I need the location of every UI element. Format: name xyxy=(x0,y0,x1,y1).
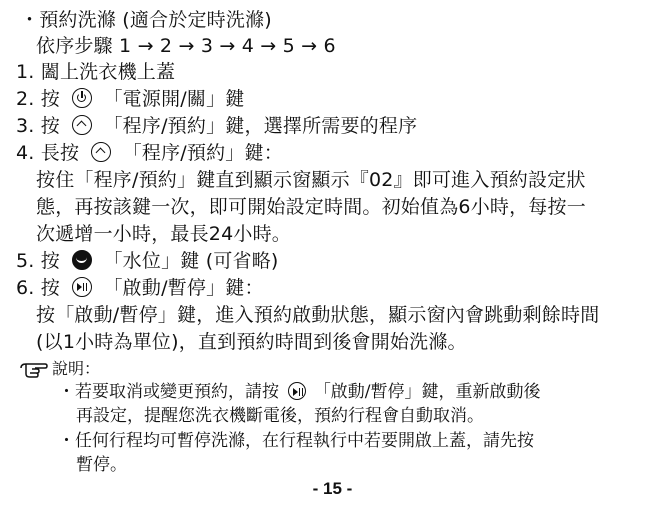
step-1 xyxy=(16,59,175,85)
step-6-detail-line: (以1小時為單位)，直到預約時間到後會開始洗滌。 xyxy=(36,331,467,353)
water-level-icon xyxy=(72,250,92,270)
step-prefix: 按 xyxy=(40,88,60,110)
note-text: ・若要取消或變更預約，請按 xyxy=(58,382,279,402)
step-4-detail-line: 態，再按該鍵一次，即可開始設定時間。初始值為6小時，每按一 xyxy=(36,196,586,218)
step-prefix: 按 xyxy=(40,115,60,137)
step-number: 1. xyxy=(16,61,35,83)
step-number: 5. xyxy=(16,250,35,272)
step-text: 「電源開/關」鍵 xyxy=(103,88,245,110)
pointing-hand-icon xyxy=(19,360,49,380)
step-4-detail-line: 次遞增一小時，最長24小時。 xyxy=(36,223,291,245)
step-number: 3. xyxy=(16,115,35,137)
step-6 xyxy=(16,275,264,301)
step-prefix: 按 xyxy=(40,277,60,299)
page-number: - 15 - xyxy=(312,479,353,498)
step-2 xyxy=(16,86,245,112)
step-4 xyxy=(16,140,283,166)
step-6-detail-line: 按「啟動/暫停」鍵，進入預約啟動狀態，顯示窗內會跳動剩餘時間 xyxy=(36,304,600,326)
note-bullet-2-cont: 暫停。 xyxy=(76,455,127,475)
start-pause-icon xyxy=(288,382,306,400)
note-bullet-2: ・任何行程均可暫停洗滌，在行程執行中若要開啟上蓋，請先按 xyxy=(58,431,534,451)
step-text: 「啟動/暫停」鍵： xyxy=(103,277,264,299)
sequence-line: 依序步驟 1 → 2 → 3 → 4 → 5 → 6 xyxy=(36,35,336,57)
step-text: 闔上洗衣機上蓋 xyxy=(40,61,176,83)
note-label: 說明： xyxy=(52,359,101,378)
step-prefix: 按 xyxy=(40,250,60,272)
program-up-icon xyxy=(91,142,111,162)
note-bullet-1 xyxy=(58,380,541,404)
step-prefix: 長按 xyxy=(40,142,80,164)
power-icon xyxy=(72,88,92,108)
start-pause-icon xyxy=(72,277,92,297)
step-4-detail-line: 按住「程序/預約」鍵直到顯示窗顯示『02』即可進入預約設定狀 xyxy=(36,169,586,191)
step-text: 「程序/預約」鍵，選擇所需要的程序 xyxy=(103,115,418,137)
step-number: 6. xyxy=(16,277,35,299)
program-up-icon xyxy=(72,115,92,135)
step-5 xyxy=(16,248,279,274)
note-text: 「啟動/暫停」鍵，重新啟動後 xyxy=(313,382,541,402)
step-text: 「水位」鍵 (可省略) xyxy=(103,250,279,272)
step-3 xyxy=(16,113,417,139)
section-title: ・預約洗滌 (適合於定時洗滌) xyxy=(20,9,272,31)
step-number: 2. xyxy=(16,88,35,110)
step-number: 4. xyxy=(16,142,35,164)
step-text: 「程序/預約」鍵： xyxy=(122,142,283,164)
note-bullet-1-cont: 再設定，提醒您洗衣機斷電後，預約行程會自動取消。 xyxy=(76,406,484,426)
